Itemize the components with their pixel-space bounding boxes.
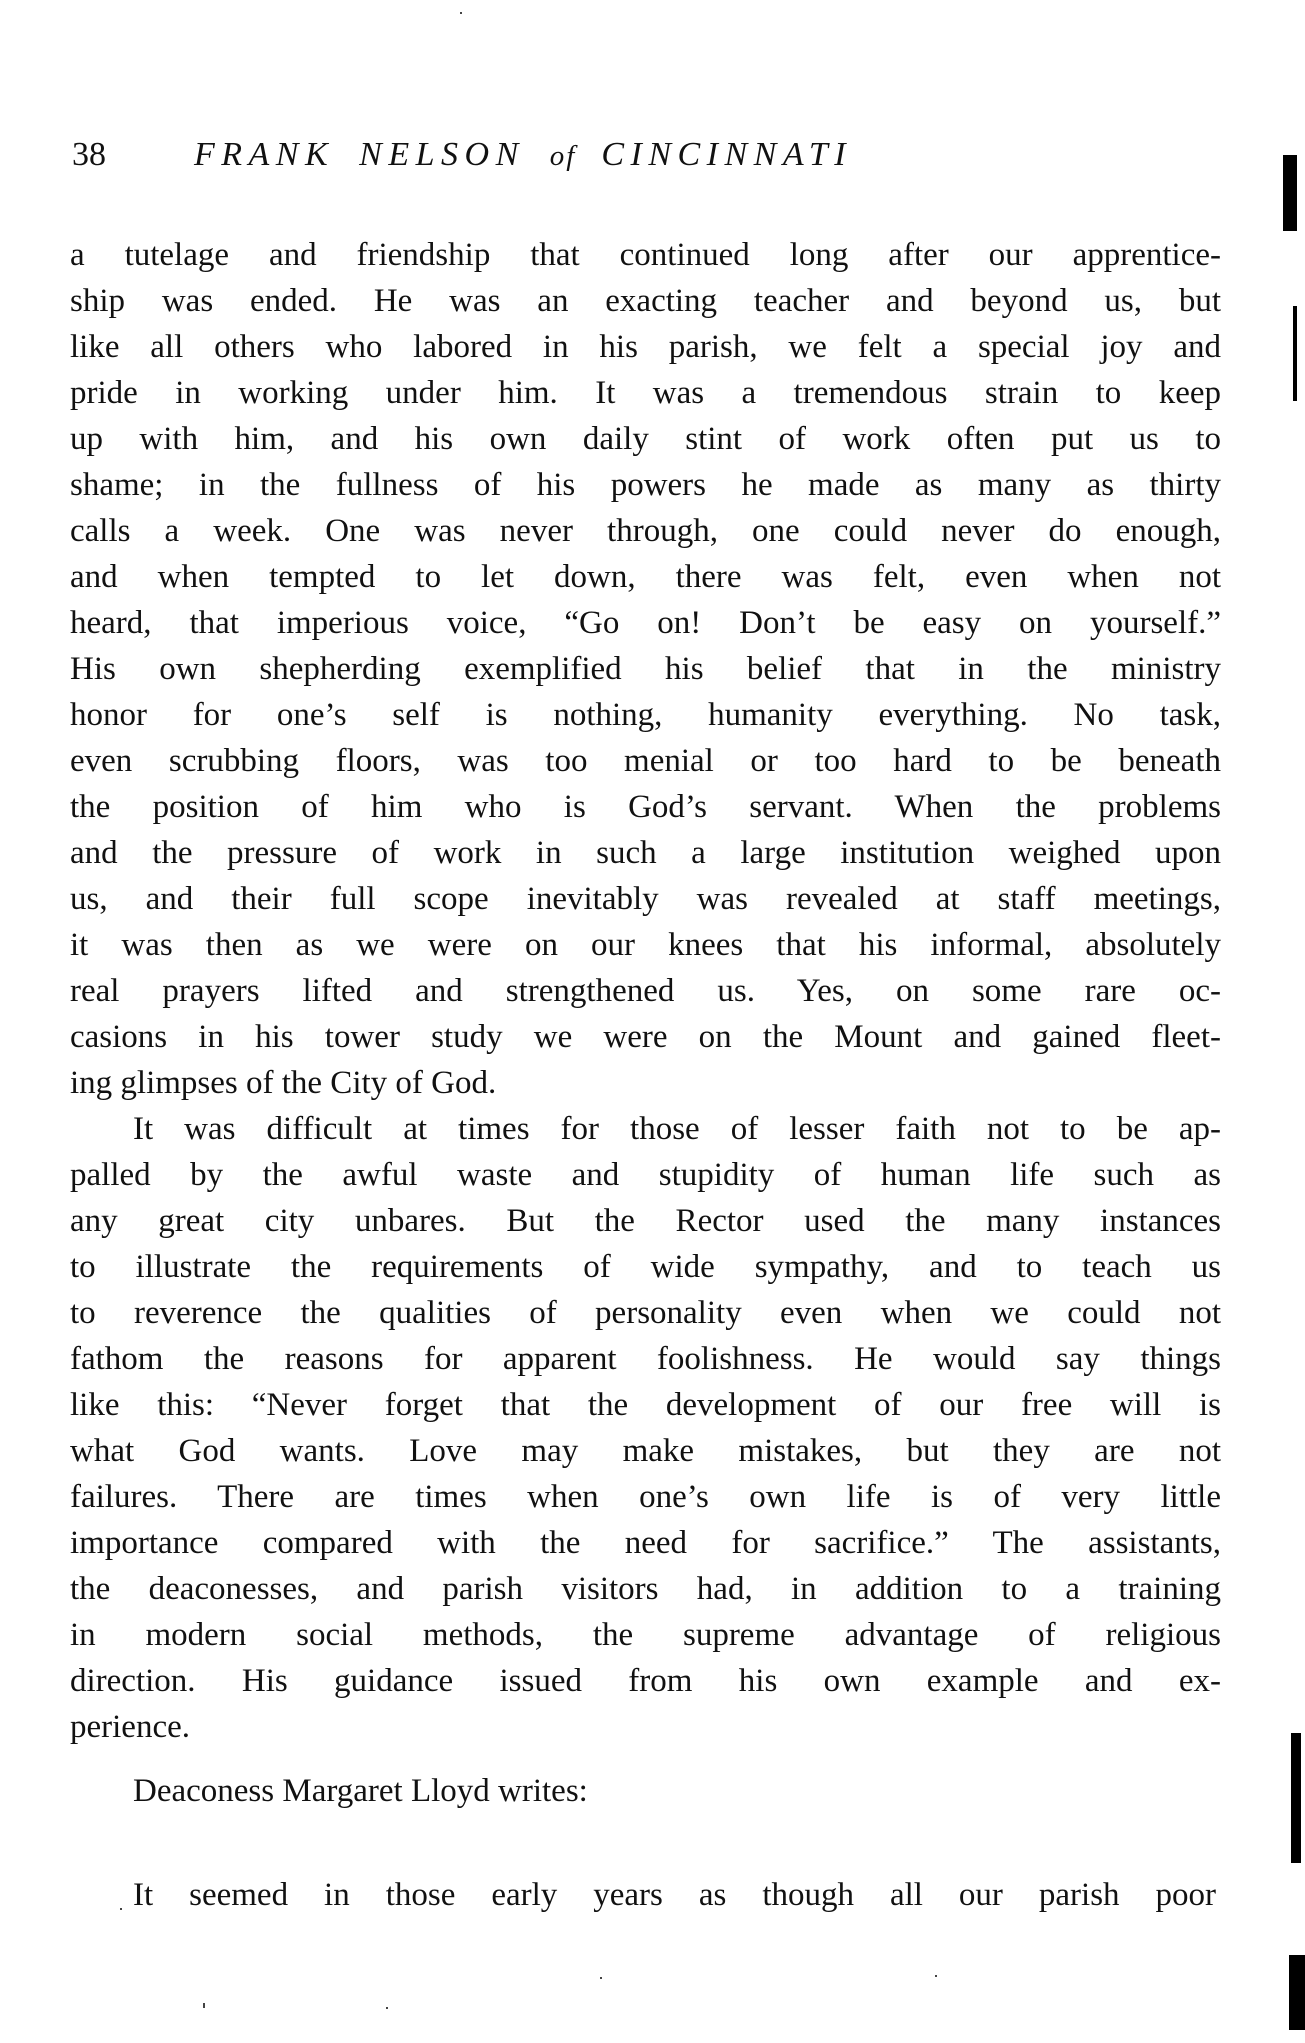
scan-edge-mark xyxy=(1283,155,1297,231)
text-line: to reverence the qualities of personality even when we could not xyxy=(70,1295,1221,1331)
running-head-title-name: FRANK NELSON xyxy=(194,136,525,173)
text-line: pride in working under him. It was a tremendous strain to keep xyxy=(70,375,1221,411)
text-line: perience. xyxy=(70,1709,190,1745)
text-line: direction. His guidance issued from his own example and ex- xyxy=(70,1663,1221,1699)
scan-speck xyxy=(386,2007,388,2009)
scan-speck xyxy=(935,1975,937,1977)
text-line: it was then as we were on our knees that his informal, absolutely xyxy=(70,927,1221,963)
scan-speck xyxy=(600,1977,602,1979)
text-line: even scrubbing floors, was too menial or too hard to be beneath xyxy=(70,743,1221,779)
block-quote-line: It seemed in those early years as though all our parish poor xyxy=(133,1877,1216,1913)
text-line: real prayers lifted and strengthened us. Yes, on some rare oc- xyxy=(70,973,1221,1009)
text-line: the position of him who is God’s servant. When the problems xyxy=(70,789,1221,825)
text-line: like all others who labored in his parish, we felt a special joy and xyxy=(70,329,1221,365)
text-line: in modern social methods, the supreme advantage of religious xyxy=(70,1617,1221,1653)
text-line: palled by the awful waste and stupidity of human life such as xyxy=(70,1157,1221,1193)
running-head-title-of: of xyxy=(549,140,577,172)
text-line: to illustrate the requirements of wide sympathy, and to teach us xyxy=(70,1249,1221,1285)
text-line: shame; in the fullness of his powers he made as many as thirty xyxy=(70,467,1221,503)
scan-edge-mark xyxy=(1291,1733,1301,1863)
body-text xyxy=(70,232,1221,1750)
text-line: the deaconesses, and parish visitors had, in addition to a training xyxy=(70,1571,1221,1607)
text-line: importance compared with the need for sacrifice.” The assistants, xyxy=(70,1525,1221,1561)
text-line: ing glimpses of the City of God. xyxy=(70,1065,497,1101)
scan-speck xyxy=(203,2003,205,2008)
text-line: what God wants. Love may make mistakes, but they are not xyxy=(70,1433,1221,1469)
text-line: ship was ended. He was an exacting teacher and beyond us, but xyxy=(70,283,1221,319)
text-line: like this: “Never forget that the development of our free will is xyxy=(70,1387,1221,1423)
text-line: calls a week. One was never through, one could never do enough, xyxy=(70,513,1221,549)
text-line: It was difficult at times for those of lesser faith not to be ap- xyxy=(133,1111,1221,1147)
scan-edge-mark xyxy=(1289,1955,1305,2030)
running-head-title-city: CINCINNATI xyxy=(601,136,853,173)
running-head xyxy=(72,130,1222,180)
text-line: us, and their full scope inevitably was revealed at staff meetings, xyxy=(70,881,1221,917)
running-head-title xyxy=(194,130,852,181)
quote-attribution: Deaconess Margaret Lloyd writes: xyxy=(133,1773,588,1809)
scan-speck xyxy=(120,1908,122,1910)
text-line: any great city unbares. But the Rector used the many instances xyxy=(70,1203,1221,1239)
text-line: and when tempted to let down, there was felt, even when not xyxy=(70,559,1221,595)
scan-speck xyxy=(460,12,462,14)
text-line: honor for one’s self is nothing, humanity everything. No task, xyxy=(70,697,1221,733)
block-quote xyxy=(133,1872,1216,1918)
text-line: heard, that imperious voice, “Go on! Don’t be easy on yourself.” xyxy=(70,605,1221,641)
text-line: up with him, and his own daily stint of work often put us to xyxy=(70,421,1221,457)
text-line: failures. There are times when one’s own life is of very little xyxy=(70,1479,1221,1515)
page-number: 38 xyxy=(72,136,106,173)
scan-edge-mark xyxy=(1293,306,1297,401)
text-line: a tutelage and friendship that continued long after our apprentice- xyxy=(70,237,1221,273)
text-line: His own shepherding exemplified his belief that in the ministry xyxy=(70,651,1221,687)
text-line: fathom the reasons for apparent foolishness. He would say things xyxy=(70,1341,1221,1377)
text-line: and the pressure of work in such a large institution weighed upon xyxy=(70,835,1221,871)
text-line: casions in his tower study we were on the Mount and gained fleet- xyxy=(70,1019,1221,1055)
